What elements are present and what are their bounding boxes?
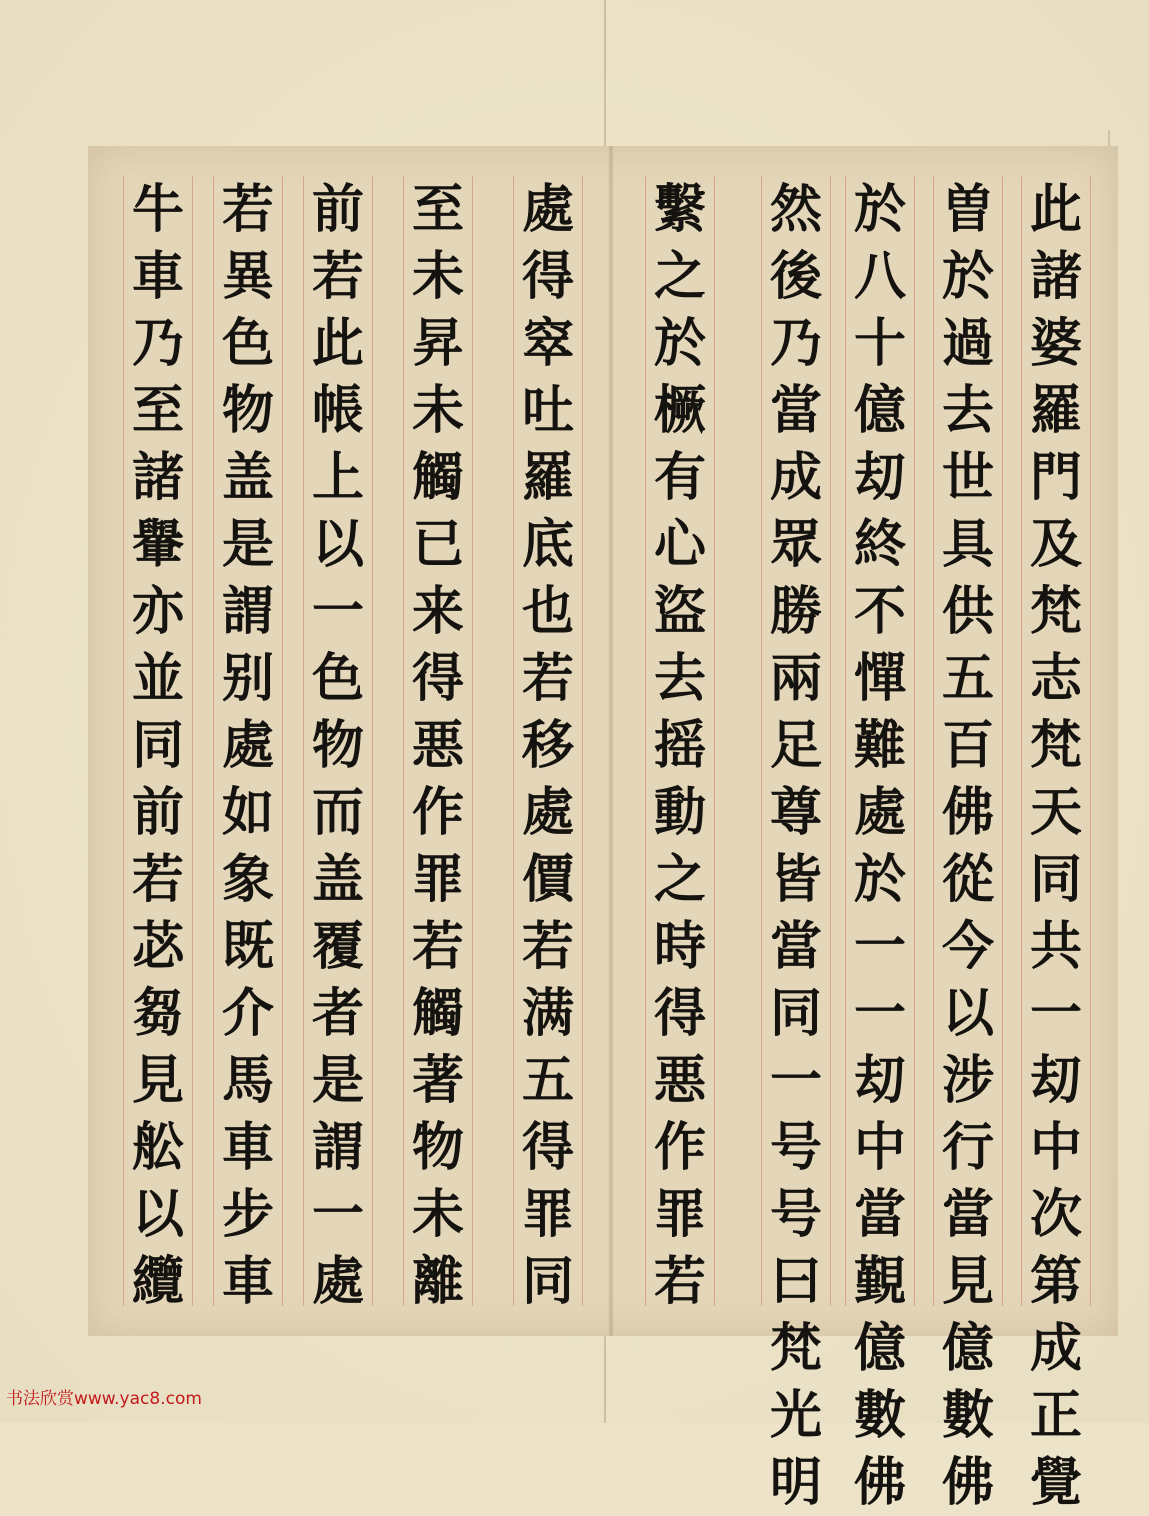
text-column-7: [406, 176, 470, 1312]
column-4-char: 然: [769, 179, 822, 240]
site-watermark: 书法欣赏www.yac8.com: [6, 1389, 202, 1409]
column-7-char: 昇: [411, 313, 464, 374]
column-8-char: 色: [311, 648, 364, 709]
text-column-6: [516, 176, 580, 1312]
column-3-char: 終: [853, 514, 906, 575]
column-5-char: 罪: [653, 1184, 706, 1245]
column-1-char: 刧: [1029, 1050, 1082, 1111]
column-8-char: 而: [311, 782, 364, 843]
column-2-char: 當: [941, 1184, 994, 1245]
text-column-1: [1024, 176, 1088, 1513]
column-1-char: 同: [1029, 849, 1082, 910]
column-7-char: 物: [411, 1117, 464, 1178]
column-4-char: 梵: [769, 1318, 822, 1379]
sheet-seam: [608, 146, 614, 1336]
column-9-char: 介: [221, 983, 274, 1044]
column-10-char: 牛: [131, 179, 184, 240]
column-9-char: 車: [221, 1251, 274, 1312]
column-5-char: 心: [653, 514, 706, 575]
column-9-char: 馬: [221, 1050, 274, 1111]
column-9-char: 别: [221, 648, 274, 709]
column-2-char: 百: [941, 715, 994, 776]
column-9-char: 車: [221, 1117, 274, 1178]
column-4-char: 成: [769, 447, 822, 508]
column-2-char: 行: [941, 1117, 994, 1178]
column-1-char: 羅: [1029, 380, 1082, 441]
column-2-char: 五: [941, 648, 994, 709]
column-7-char: 未: [411, 1184, 464, 1245]
column-10-char: 並: [131, 648, 184, 709]
column-10-char: 芻: [131, 983, 184, 1044]
text-column-4: [764, 176, 828, 1513]
column-5-char: 之: [653, 246, 706, 307]
column-5-char: 作: [653, 1117, 706, 1178]
column-3-char: 當: [853, 1184, 906, 1245]
column-6-char: 得: [521, 246, 574, 307]
column-6-char: 也: [521, 581, 574, 642]
column-3-char: 億: [853, 1318, 906, 1379]
column-4-char: 皆: [769, 849, 822, 910]
column-8-char: 物: [311, 715, 364, 776]
column-5-char: 橛: [653, 380, 706, 441]
column-8-char: 覆: [311, 916, 364, 977]
column-8-char: 此: [311, 313, 364, 374]
column-2-char: 涉: [941, 1050, 994, 1111]
column-2-char: 具: [941, 514, 994, 575]
column-4-char: 明: [769, 1452, 822, 1513]
column-1-char: 梵: [1029, 715, 1082, 776]
column-7-char: 来: [411, 581, 464, 642]
column-8-char: 謂: [311, 1117, 364, 1178]
column-7-char: 未: [411, 380, 464, 441]
column-7-char: 得: [411, 648, 464, 709]
column-9-char: 物: [221, 380, 274, 441]
column-1-char: 志: [1029, 648, 1082, 709]
column-1-char: 成: [1029, 1318, 1082, 1379]
column-1-char: 一: [1029, 983, 1082, 1044]
column-5-char: 之: [653, 849, 706, 910]
column-8-char: 上: [311, 447, 364, 508]
column-9-char: 謂: [221, 581, 274, 642]
column-8-char: 一: [311, 581, 364, 642]
column-4-char: 後: [769, 246, 822, 307]
column-2-char: 曽: [941, 179, 994, 240]
column-9-char: 處: [221, 715, 274, 776]
column-10-char: 至: [131, 380, 184, 441]
column-10-char: 纜: [131, 1251, 184, 1312]
column-10-char: 諸: [131, 447, 184, 508]
column-6-char: 底: [521, 514, 574, 575]
column-3-char: 於: [853, 179, 906, 240]
column-3-char: 處: [853, 782, 906, 843]
column-2-char: 於: [941, 246, 994, 307]
column-10-char: 乃: [131, 313, 184, 374]
column-8-char: 以: [311, 514, 364, 575]
column-10-char: 同: [131, 715, 184, 776]
column-4-char: 乃: [769, 313, 822, 374]
column-1-char: 諸: [1029, 246, 1082, 307]
column-3-char: 十: [853, 313, 906, 374]
column-4-char: 眾: [769, 514, 822, 575]
column-7-char: 著: [411, 1050, 464, 1111]
column-9-char: 象: [221, 849, 274, 910]
column-3-char: 八: [853, 246, 906, 307]
column-9-char: 步: [221, 1184, 274, 1245]
column-1-char: 梵: [1029, 581, 1082, 642]
column-5-char: 若: [653, 1251, 706, 1312]
column-2-char: 去: [941, 380, 994, 441]
column-10-char: 見: [131, 1050, 184, 1111]
column-1-char: 覺: [1029, 1452, 1082, 1513]
column-8-char: 一: [311, 1184, 364, 1245]
column-8-char: 帳: [311, 380, 364, 441]
text-column-9: [216, 176, 280, 1312]
column-3-char: 億: [853, 380, 906, 441]
column-2-char: 從: [941, 849, 994, 910]
column-2-char: 佛: [941, 782, 994, 843]
text-column-2: [936, 176, 1000, 1513]
column-1-char: 第: [1029, 1251, 1082, 1312]
column-7-char: 觸: [411, 447, 464, 508]
column-7-char: 至: [411, 179, 464, 240]
column-4-char: 兩: [769, 648, 822, 709]
column-6-char: 處: [521, 179, 574, 240]
column-8-char: 是: [311, 1050, 364, 1111]
column-4-char: 一: [769, 1050, 822, 1111]
column-2-char: 億: [941, 1318, 994, 1379]
column-10-char: 若: [131, 849, 184, 910]
column-7-char: 離: [411, 1251, 464, 1312]
column-6-char: 價: [521, 849, 574, 910]
column-3-char: 難: [853, 715, 906, 776]
column-1-char: 及: [1029, 514, 1082, 575]
column-5-char: 摇: [653, 715, 706, 776]
column-9-char: 色: [221, 313, 274, 374]
column-3-char: 刧: [853, 1050, 906, 1111]
column-4-char: 光: [769, 1385, 822, 1446]
column-3-char: 覲: [853, 1251, 906, 1312]
column-4-char: 當: [769, 380, 822, 441]
column-6-char: 移: [521, 715, 574, 776]
column-10-char: 以: [131, 1184, 184, 1245]
column-6-char: 五: [521, 1050, 574, 1111]
column-5-char: 於: [653, 313, 706, 374]
text-column-5: [648, 176, 712, 1312]
column-2-char: 見: [941, 1251, 994, 1312]
column-1-char: 婆: [1029, 313, 1082, 374]
column-9-char: 既: [221, 916, 274, 977]
column-1-char: 門: [1029, 447, 1082, 508]
column-7-char: 若: [411, 916, 464, 977]
column-1-char: 此: [1029, 179, 1082, 240]
column-8-char: 盖: [311, 849, 364, 910]
column-5-char: 有: [653, 447, 706, 508]
column-6-char: 羅: [521, 447, 574, 508]
column-3-char: 於: [853, 849, 906, 910]
column-3-char: 不: [853, 581, 906, 642]
column-2-char: 過: [941, 313, 994, 374]
column-2-char: 佛: [941, 1452, 994, 1513]
column-4-char: 勝: [769, 581, 822, 642]
column-5-char: 動: [653, 782, 706, 843]
column-10-char: 轝: [131, 514, 184, 575]
column-6-char: 同: [521, 1251, 574, 1312]
column-6-char: 窣: [521, 313, 574, 374]
column-10-char: 苾: [131, 916, 184, 977]
column-5-char: 時: [653, 916, 706, 977]
column-3-char: 一: [853, 983, 906, 1044]
column-6-char: 罪: [521, 1184, 574, 1245]
column-8-char: 若: [311, 246, 364, 307]
column-5-char: 繫: [653, 179, 706, 240]
column-10-char: 前: [131, 782, 184, 843]
text-column-3: [848, 176, 912, 1513]
column-6-char: 若: [521, 916, 574, 977]
column-2-char: 以: [941, 983, 994, 1044]
column-8-char: 者: [311, 983, 364, 1044]
column-6-char: 满: [521, 983, 574, 1044]
column-7-char: 罪: [411, 849, 464, 910]
column-6-char: 處: [521, 782, 574, 843]
column-5-char: 悪: [653, 1050, 706, 1111]
column-6-char: 若: [521, 648, 574, 709]
column-1-char: 中: [1029, 1117, 1082, 1178]
column-6-char: 吐: [521, 380, 574, 441]
column-7-char: 已: [411, 514, 464, 575]
column-3-char: 佛: [853, 1452, 906, 1513]
column-1-char: 次: [1029, 1184, 1082, 1245]
column-2-char: 今: [941, 916, 994, 977]
column-1-char: 共: [1029, 916, 1082, 977]
text-column-10: [126, 176, 190, 1312]
column-5-char: 盜: [653, 581, 706, 642]
column-4-char: 當: [769, 916, 822, 977]
column-1-char: 正: [1029, 1385, 1082, 1446]
column-4-char: 曰: [769, 1251, 822, 1312]
column-3-char: 憚: [853, 648, 906, 709]
column-9-char: 盖: [221, 447, 274, 508]
column-5-char: 得: [653, 983, 706, 1044]
column-9-char: 若: [221, 179, 274, 240]
column-3-char: 中: [853, 1117, 906, 1178]
column-9-char: 是: [221, 514, 274, 575]
column-7-char: 作: [411, 782, 464, 843]
column-3-char: 數: [853, 1385, 906, 1446]
column-8-char: 處: [311, 1251, 364, 1312]
column-3-char: 一: [853, 916, 906, 977]
column-4-char: 同: [769, 983, 822, 1044]
column-3-char: 刧: [853, 447, 906, 508]
column-2-char: 供: [941, 581, 994, 642]
column-4-char: 足: [769, 715, 822, 776]
column-4-char: 号: [769, 1184, 822, 1245]
column-7-char: 悪: [411, 715, 464, 776]
column-2-char: 世: [941, 447, 994, 508]
column-4-char: 尊: [769, 782, 822, 843]
column-1-char: 天: [1029, 782, 1082, 843]
column-10-char: 車: [131, 246, 184, 307]
column-7-char: 未: [411, 246, 464, 307]
column-10-char: 亦: [131, 581, 184, 642]
column-4-char: 号: [769, 1117, 822, 1178]
column-6-char: 得: [521, 1117, 574, 1178]
column-8-char: 前: [311, 179, 364, 240]
column-9-char: 異: [221, 246, 274, 307]
column-5-char: 去: [653, 648, 706, 709]
column-9-char: 如: [221, 782, 274, 843]
text-column-8: [306, 176, 370, 1312]
column-7-char: 觸: [411, 983, 464, 1044]
column-10-char: 舩: [131, 1117, 184, 1178]
column-2-char: 數: [941, 1385, 994, 1446]
